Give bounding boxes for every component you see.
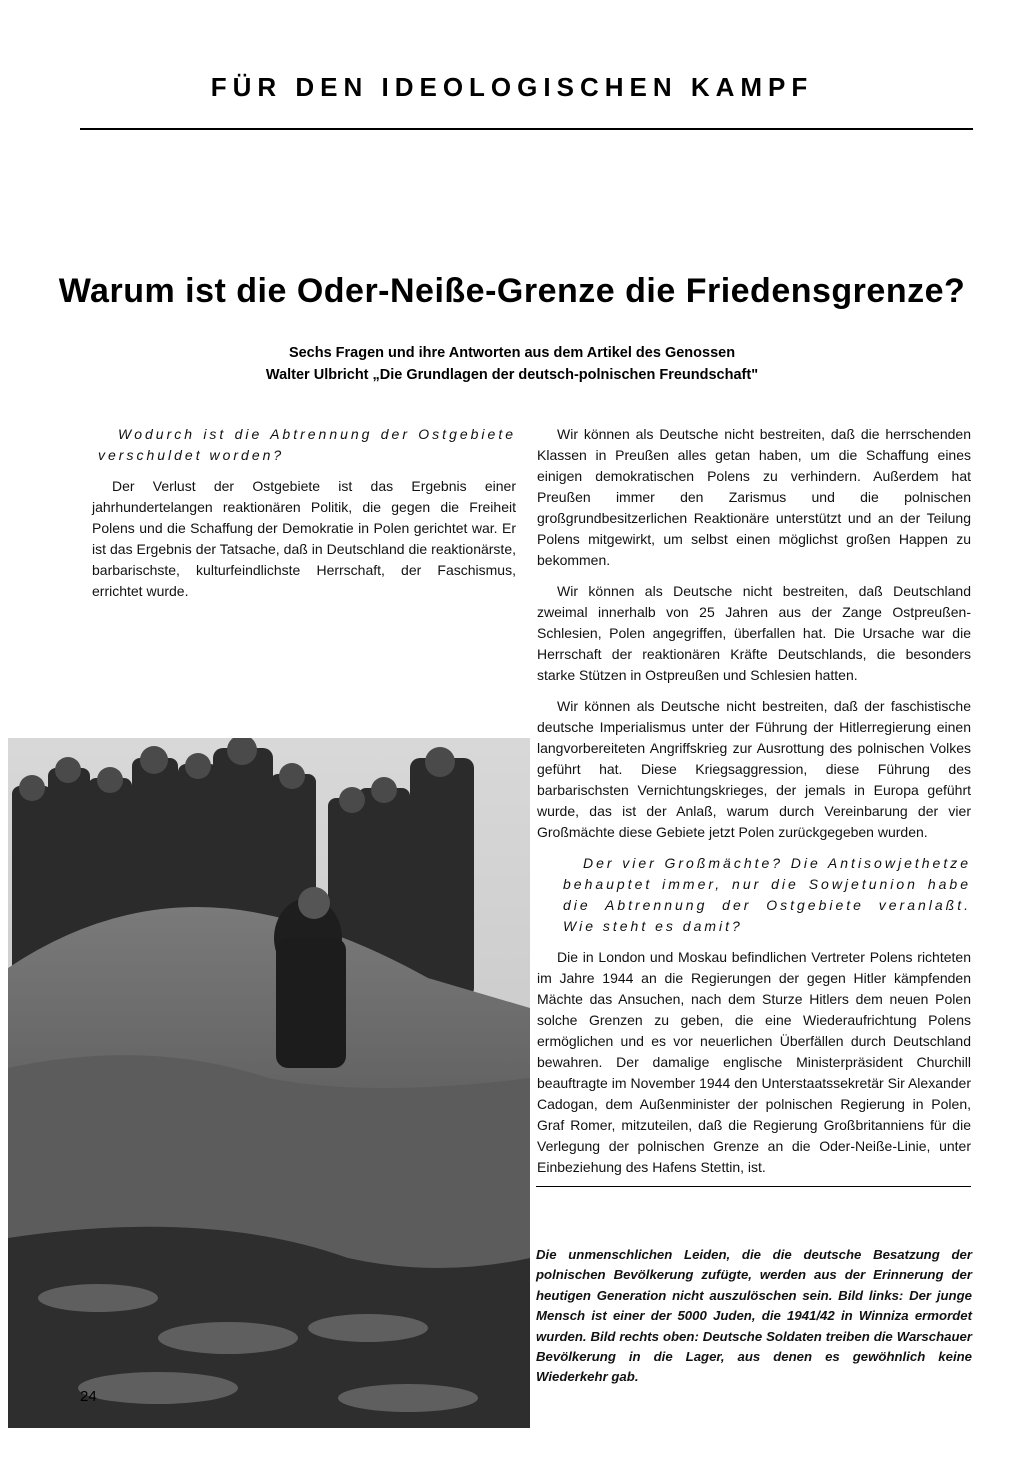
caption-rule xyxy=(536,1186,971,1187)
subtitle-line-2: Walter Ulbricht „Die Grundlagen der deutsch-polnischen Freundschaft" xyxy=(265,367,759,383)
question-2: Der vier Großmächte? Die Antisowjethetze behauptet immer, nur die Sowjetunion habe die Abtrennung der Ostgebiete veranlaßt. Wie steht es damit? xyxy=(563,855,971,934)
header-rule xyxy=(80,128,973,130)
question-1: Wodurch ist die Abtrennung der Ostgebiete verschuldet worden? xyxy=(98,426,516,463)
subtitle-line-1: Sechs Fragen und ihre Antworten aus dem Artikel des Genossen xyxy=(288,345,736,361)
section-header: FÜR DEN IDEOLOGISCHEN KAMPF xyxy=(210,72,814,102)
page-number: 24 xyxy=(80,1388,97,1405)
paragraph-3: Wir können als Deutsche nicht bestreiten, daß der faschistische deutsche Imperialismus unter der Führung der Hitlerregierung einen langvorbereiteten Angriffskrieg zur Ausrottung des polnischen Volkes geführt hat. Diese Kriegsaggression, diese Führung des barbarischsten Vernichtungskrieges, der jemals in Europa geführt wurde, das ist der Anlaß, warum durch Vereinbarung der vier Großmächte diese Gebiete jetzt Polen zurückgegeben wurden. xyxy=(537,698,971,840)
paragraph-4: Die in London und Moskau befindlichen Vertreter Polens richteten im Jahre 1944 an die Regierungen der gegen Hitler kämpfenden Mächte das Ansuchen, nach dem Sturze Hitlers dem neuen Polen solche Grenzen zu geben, die eine Wiederaufrichtung Polens ermöglichen und es vor neuerlichen Überfällen durch Deutschland bewahren. Der damalige englische Ministerpräsident Churchill beauftragte im November 1944 den Unterstaatssekretär Sir Alexander Cadogan, dem Außenminister der polnischen Regierung in Polen, Graf Romer, mitzuteilen, daß die Regierung Großbritanniens für die Verlegung der polnischen Grenze an die Oder-Neiße-Linie, unter Einbeziehung des Hafens Stettin, ist. xyxy=(537,949,971,1175)
paragraph-2: Wir können als Deutsche nicht bestreiten, daß Deutschland zweimal innerhalb von 25 Jahren aus der Zange Ostpreußen-Schlesien, Polen angegriffen, überfallen hat. Die Ursache war die Herrschaft der reaktionären Kräfte Deutschlands, die besonders starke Stützen in Ostpreußen und Schlesien hatten. xyxy=(537,583,971,683)
left-column xyxy=(92,424,516,612)
right-column xyxy=(537,424,971,1188)
paragraph-1: Wir können als Deutsche nicht bestreiten, daß die herrschenden Klassen in Preußen alles getan haben, um die Schaffung eines einigen demokratischen Polens zu verhindern. Außerdem hat Preußen immer den Zarismus und die polnischen großgrundbesitzerlichen Reaktionäre unterstützt und an der Teilung Polens mitgewirkt, um selbst einen möglichst großen Happen zu bekommen. xyxy=(537,426,971,568)
historical-photo xyxy=(8,738,530,1428)
answer-1: Der Verlust der Ostgebiete ist das Ergebnis einer jahrhundertelangen reaktionären Politik, die gegen die Freiheit Polens und die Schaffung der Demokratie in Polen gerichtet war. Er ist das Ergebnis der Tatsache, daß in Deutschland die reaktionärste, barbarischste, kulturfeindlichste Herrschaft, der Faschismus, errichtet wurde. xyxy=(92,478,516,599)
article-title: Warum ist die Oder-Neiße-Grenze die Friedensgrenze? xyxy=(58,272,966,310)
article-subtitle xyxy=(0,342,1024,386)
photo-caption: Die unmenschlichen Leiden, die die deutsche Besatzung der polnischen Bevölkerung zufügte, werden aus der Erinnerung der heutigen Generation nicht auszulöschen sein. Bild links: Der junge Mensch ist einer der 5000 Juden, die 1941/42 in Winniza ermordet wurden. Bild rechts oben: Deutsche Soldaten treiben die Warschauer Bevölkerung in die Lager, aus denen es gewöhnlich keine Wiederkehr gab. xyxy=(536,1247,972,1385)
